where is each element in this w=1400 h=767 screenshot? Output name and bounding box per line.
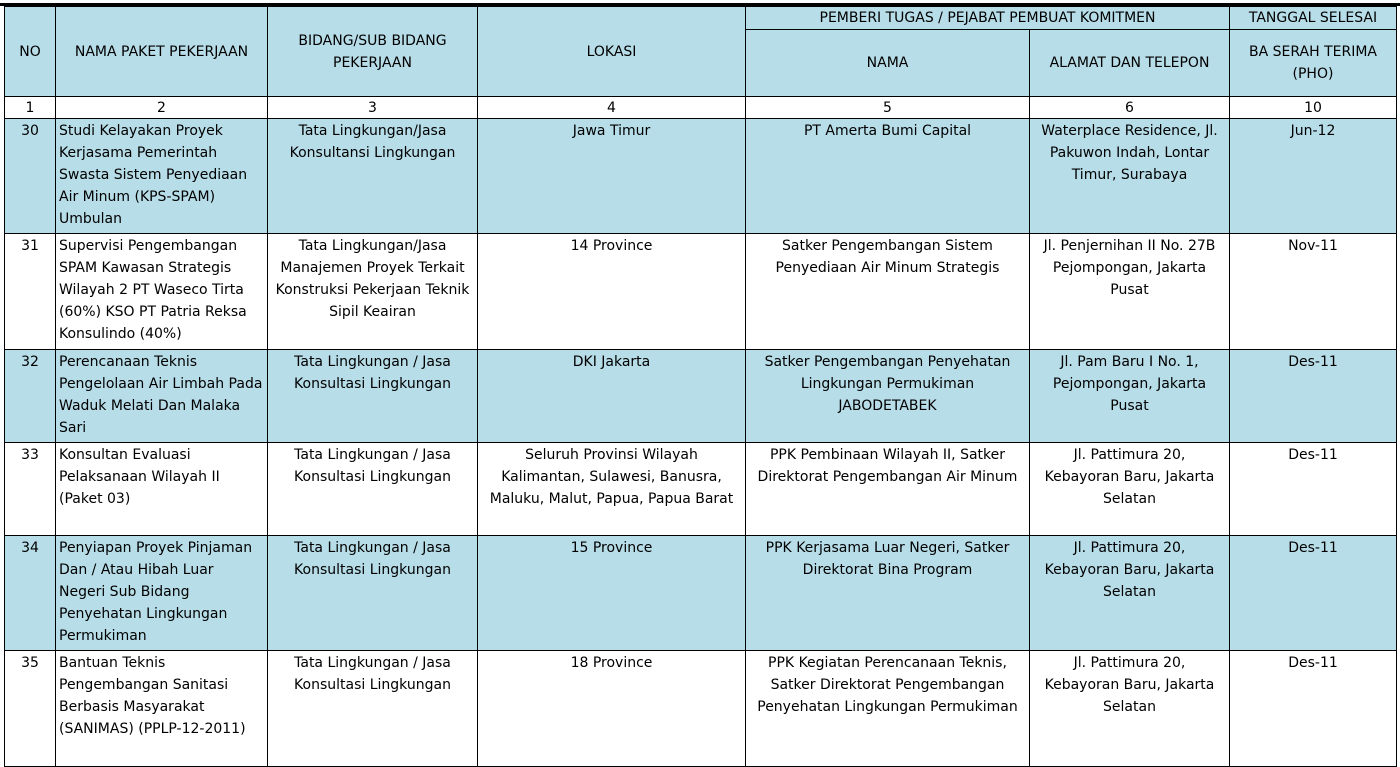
header-tanggal-selesai: TANGGAL SELESAI <box>1230 7 1397 30</box>
header-lokasi: LOKASI <box>478 7 746 97</box>
cell-nama-paket: Studi Kelayakan Proyek Kerjasama Pemerintah Swasta Sistem Penyediaan Air Minum (KPS-SPAM) Umbulan <box>56 119 268 234</box>
cell-tanggal: Des-11 <box>1230 350 1397 443</box>
header-row-1 <box>5 7 1397 30</box>
cell-tanggal: Jun-12 <box>1230 119 1397 234</box>
cell-bidang: Tata Lingkungan / Jasa Konsultasi Lingkungan <box>268 651 478 767</box>
cell-pemberi-nama: Satker Pengembangan Sistem Penyediaan Air Minum Strategis <box>746 234 1030 350</box>
cell-nama-paket: Perencanaan Teknis Pengelolaan Air Limbah Pada Waduk Melati Dan Malaka Sari <box>56 350 268 443</box>
header-ba-serah: BA SERAH TERIMA (PHO) <box>1230 30 1397 97</box>
cell-tanggal: Des-11 <box>1230 651 1397 767</box>
column-number: 10 <box>1230 97 1397 119</box>
table-row <box>5 234 1397 350</box>
header-nama: NAMA <box>746 30 1030 97</box>
cell-nama-paket: Penyiapan Proyek Pinjaman Dan / Atau Hibah Luar Negeri Sub Bidang Penyehatan Lingkungan Permukiman <box>56 536 268 651</box>
cell-alamat: Jl. Pattimura 20, Kebayoran Baru, Jakarta Selatan <box>1030 443 1230 536</box>
cell-alamat: Waterplace Residence, Jl. Pakuwon Indah, Lontar Timur, Surabaya <box>1030 119 1230 234</box>
table-row <box>5 536 1397 651</box>
cell-alamat: Jl. Pattimura 20, Kebayoran Baru, Jakarta Selatan <box>1030 651 1230 767</box>
cell-bidang: Tata Lingkungan / Jasa Konsultasi Lingkungan <box>268 536 478 651</box>
cell-bidang: Tata Lingkungan / Jasa Konsultasi Lingkungan <box>268 443 478 536</box>
cell-pemberi-nama: Satker Pengembangan Penyehatan Lingkungan Permukiman JABODETABEK <box>746 350 1030 443</box>
cell-alamat: Jl. Penjernihan II No. 27B Pejompongan, Jakarta Pusat <box>1030 234 1230 350</box>
cell-pemberi-nama: PT Amerta Bumi Capital <box>746 119 1030 234</box>
header-no: NO <box>5 7 56 97</box>
table-row <box>5 443 1397 536</box>
cell-pemberi-nama: PPK Kerjasama Luar Negeri, Satker Direktorat Bina Program <box>746 536 1030 651</box>
cell-lokasi: DKI Jakarta <box>478 350 746 443</box>
column-number: 1 <box>5 97 56 119</box>
cell-no: 35 <box>5 651 56 767</box>
cell-bidang: Tata Lingkungan/Jasa Konsultansi Lingkungan <box>268 119 478 234</box>
cell-lokasi: Seluruh Provinsi Wilayah Kalimantan, Sulawesi, Banusra, Maluku, Malut, Papua, Papua Barat <box>478 443 746 536</box>
cell-lokasi: 14 Province <box>478 234 746 350</box>
cell-nama-paket: Supervisi Pengembangan SPAM Kawasan Strategis Wilayah 2 PT Waseco Tirta (60%) KSO PT Patria Reksa Konsulindo (40%) <box>56 234 268 350</box>
cell-lokasi: Jawa Timur <box>478 119 746 234</box>
table-row <box>5 119 1397 234</box>
cell-tanggal: Des-11 <box>1230 536 1397 651</box>
cell-tanggal: Nov-11 <box>1230 234 1397 350</box>
cell-pemberi-nama: PPK Kegiatan Perencanaan Teknis, Satker Direktorat Pengembangan Penyehatan Lingkungan Permukiman <box>746 651 1030 767</box>
header-alamat: ALAMAT DAN TELEPON <box>1030 30 1230 97</box>
cell-bidang: Tata Lingkungan / Jasa Konsultasi Lingkungan <box>268 350 478 443</box>
table-row <box>5 350 1397 443</box>
column-number: 6 <box>1030 97 1230 119</box>
cell-bidang: Tata Lingkungan/Jasa Manajemen Proyek Terkait Konstruksi Pekerjaan Teknik Sipil Keairan <box>268 234 478 350</box>
header-pemberi-tugas: PEMBERI TUGAS / PEJABAT PEMBUAT KOMITMEN <box>746 7 1230 30</box>
cell-alamat: Jl. Pattimura 20, Kebayoran Baru, Jakarta Selatan <box>1030 536 1230 651</box>
cell-no: 34 <box>5 536 56 651</box>
cell-no: 31 <box>5 234 56 350</box>
cell-nama-paket: Konsultan Evaluasi Pelaksanaan Wilayah II (Paket 03) <box>56 443 268 536</box>
cell-no: 30 <box>5 119 56 234</box>
cell-nama-paket: Bantuan Teknis Pengembangan Sanitasi Berbasis Masyarakat (SANIMAS) (PPLP-12-2011) <box>56 651 268 767</box>
header-bidang: BIDANG/SUB BIDANG PEKERJAAN <box>268 7 478 97</box>
cell-lokasi: 18 Province <box>478 651 746 767</box>
column-number: 5 <box>746 97 1030 119</box>
cell-pemberi-nama: PPK Pembinaan Wilayah II, Satker Direktorat Pengembangan Air Minum <box>746 443 1030 536</box>
cell-alamat: Jl. Pam Baru I No. 1, Pejompongan, Jakarta Pusat <box>1030 350 1230 443</box>
cell-no: 32 <box>5 350 56 443</box>
column-number: 3 <box>268 97 478 119</box>
table-row <box>5 651 1397 767</box>
header-nama-paket: NAMA PAKET PEKERJAAN <box>56 7 268 97</box>
column-number-row <box>5 97 1397 119</box>
column-number: 4 <box>478 97 746 119</box>
cell-lokasi: 15 Province <box>478 536 746 651</box>
column-number: 2 <box>56 97 268 119</box>
cell-tanggal: Des-11 <box>1230 443 1397 536</box>
project-table <box>4 6 1397 767</box>
cell-no: 33 <box>5 443 56 536</box>
